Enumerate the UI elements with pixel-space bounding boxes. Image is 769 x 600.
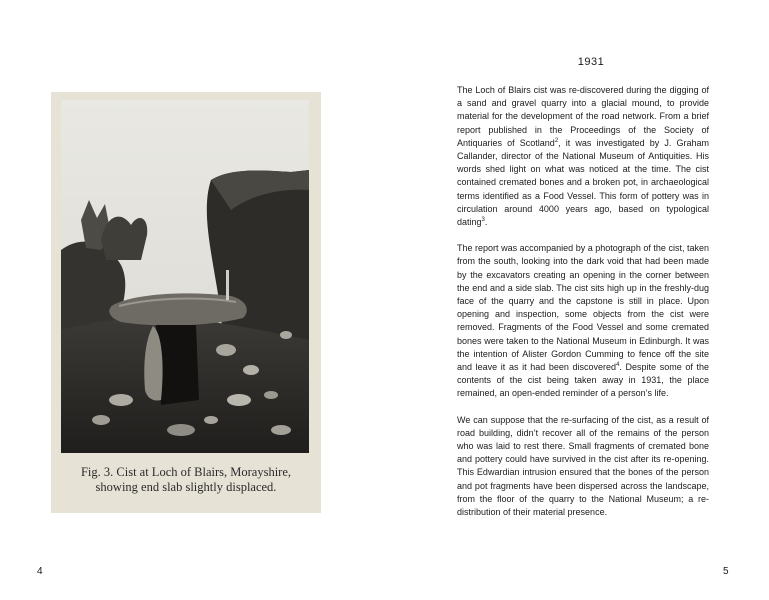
page-number-right: 5	[723, 566, 729, 577]
running-head-year: 1931	[577, 56, 605, 68]
caption-line-2: showing end slab slightly displaced.	[95, 480, 277, 494]
paragraph-3-text: We can suppose that the re-surfacing of the cist, as a result of road building, didn’t recover all of the remains of the person who was laid to rest there. Small fragments of cremated bone and pottery could have survived in the cist after its re-opening. This Edwardian intrusion ensured that the bones of the person and pot fragments have been dispersed across the landscape, from the floor of the quarry to the National Museum; a re-distribution of their material presence.	[457, 414, 709, 518]
caption-line-1: Fig. 3. Cist at Loch of Blairs, Morayshire,	[80, 465, 292, 479]
paragraph-2-text-b: . Despite some of the contents of the cist being taken away in 1931, the place remained, an open-ended reminder of a person’s life.	[457, 362, 709, 399]
paragraph-2	[457, 242, 709, 400]
body-text	[457, 84, 709, 519]
paragraph-1-text-c: .	[484, 217, 488, 228]
cist-photograph	[61, 100, 309, 453]
page-number-left: 4	[37, 566, 43, 577]
paragraph-1-text-a: The Loch of Blairs cist was re-discovered during the digging of a sand and gravel quarry into a glacial mound, to provide material for the development of the road network. From a brief report published in the Proceedings of the Society of Antiquaries of Scotland	[457, 85, 709, 148]
footnote-ref-2: 2	[554, 137, 559, 144]
footnote-ref-4: 4	[616, 362, 620, 369]
figure-plate	[51, 92, 321, 513]
paragraph-1	[457, 84, 709, 229]
paragraph-1-text-b: , it was investigated by J. Graham Callander, director of the National Museum of Antiquities. His words shed light on what was noticed at the time. The cist contained cremated bones and a broken pot, in archaeological terms identified as a Food Vessel. This form of pottery was in circulation around 4000 years ago, based on typological dating	[457, 137, 710, 228]
paragraph-2-text-a: The report was accompanied by a photograph of the cist, taken from the south, looking into the dark void that had been made by the excavators creating an opening in the corner between the end and a side slab. The cist sits high up in the freshly-dug face of the quarry and the capstone is still in place. Upon opening and inspection, some objects from the cist were removed. Fragments of the Food Vessel and some cremated bones were taken to the National Museum in Edinburgh. It was the intention of Alister Gordon Cumming to fence off the site and leave it as it had been discovered	[457, 243, 709, 373]
figure-caption	[51, 465, 321, 495]
paragraph-3	[457, 414, 709, 520]
footnote-ref-3: 3	[481, 217, 485, 224]
